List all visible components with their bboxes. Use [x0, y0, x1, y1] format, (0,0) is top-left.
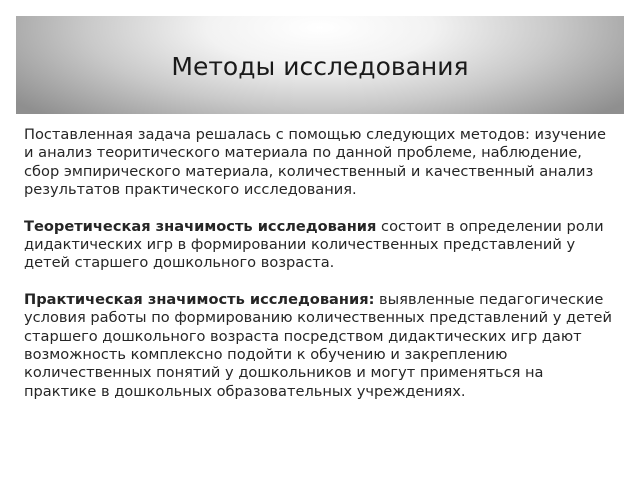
practical-significance-lead: Практическая значимость исследования:	[24, 290, 375, 308]
slide-content	[24, 126, 620, 419]
practical-significance-text: выявленные педагогические условия работы по формированию количественных представлений у детей старшего дошкольного возраста посредством дидактических игр дают возможность комплексно подойти к обучению и закреплению количественных понятий у дошкольников и могут применяться на практике в дошкольных образовательных учреждениях.	[24, 290, 613, 400]
title-band	[16, 16, 624, 114]
theoretical-significance-text: состоит в определении роли дидактических игр в формировании количественных представлений у детей старшего дошкольного возраста.	[24, 217, 604, 272]
theoretical-significance-lead: Теоретическая значимость исследования	[24, 217, 377, 235]
slide-title: Методы исследования	[171, 52, 469, 81]
theoretical-significance-paragraph	[24, 218, 620, 273]
practical-significance-paragraph	[24, 291, 620, 401]
methods-paragraph: Поставленная задача решалась с помощью следующих методов: изучение и анализ теоритического материала по данной проблеме, наблюдение, сбор эмпирического материала, количественный и качественный анализ результатов практического исследования.	[24, 126, 607, 199]
